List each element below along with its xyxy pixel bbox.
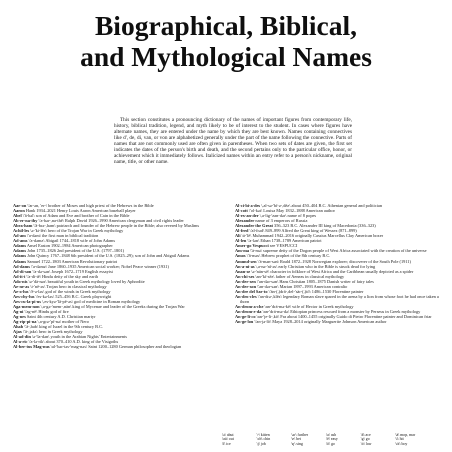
entry-definition: John 1735–1826 2nd president of the U.S. (1797–1801) xyxy=(26,248,125,254)
entry-definition: \'es-kə-ləs\ 525–456 B.C. Greek playwright xyxy=(34,293,112,299)
entry-definition: \,es-kyə-'lā-pē-əs\ god of medicine in Roman mythology xyxy=(41,298,141,304)
entry-headword: Ag·ni xyxy=(13,308,24,314)
entry-headword: Amer·go Vespucci xyxy=(235,243,269,249)
entry-definition: \'ā-məs\ Hebrew prophet of the 8th century B.C. xyxy=(245,253,331,259)
entry-definition: \ə-'dä-nəs\ beautiful youth in Greek mythology loved by Aphrodite xyxy=(27,278,145,284)
entry-headword: An·a·ni·as xyxy=(235,263,255,269)
entry-definition: \'ē-ə-ləs\ god of the winds in Greek mythology xyxy=(28,288,111,294)
entry-definition: \'an-dər-sən\ Marian 1897–1993 American contralto xyxy=(256,283,348,289)
entry-definition: \'an-drə-,klēz\ legendary Roman slave spared in the arena by a lion from whose foot he had once taken a thorn xyxy=(240,293,439,304)
entries-columns xyxy=(13,203,443,446)
entry-definition: \'ä-mən-sən\ Roald 1872–1928 Norwegian explorer; discoverer of the South Pole (1911) xyxy=(256,258,411,264)
entry-headword: An·ge·lou xyxy=(235,319,254,325)
pronunciation-key-item: \i\ hit xyxy=(395,437,404,442)
pronunciation-key-item: \ī\ ice xyxy=(222,441,231,446)
entry-headword: Ahab xyxy=(13,324,24,330)
title-line-1: Biographical, Biblical, xyxy=(94,10,358,41)
entry-headword: Abra·ham xyxy=(13,223,33,229)
entry-headword: Al·len xyxy=(235,238,247,244)
entry-definition: \'ar-ən, 'er-\ brother of Moses and high priest of the Hebrews in the Bible xyxy=(26,203,154,208)
entry-headword: Ag·nes xyxy=(13,314,26,320)
pronunciation-key-item: \au̇\ out xyxy=(222,437,234,442)
entry-definition: \al-'bər-təs-'mag-nəs\ Saint 1200–1280 German philosopher and theologian xyxy=(49,344,182,350)
dictionary-entry xyxy=(13,344,221,349)
pronunciation-key-item: \ch\ chin xyxy=(256,437,271,442)
entry-definition: \'a-bər-,na-thē\ Ralph David 1926–1990 American clergyman and civil rights leader xyxy=(37,218,184,224)
entry-headword: An·dre del Sar·to xyxy=(235,288,268,294)
entry-headword: Adams xyxy=(13,243,27,249)
entry-definition: \'a-lən\ Ethan 1738–1789 American patriot xyxy=(246,238,322,244)
entry-headword: Ad·ams xyxy=(13,238,28,244)
entry-headword: Ae·o·lus xyxy=(13,288,29,294)
entry-definition: \'a-də-sən\ Joseph 1672–1719 English essayist xyxy=(31,268,113,274)
entry-headword: Ado·nis xyxy=(13,278,28,284)
entry-definition: \'ä-mə\ supreme deity of the Dogon people of West Africa associated with the creation of the universe xyxy=(249,248,427,254)
entry-definition: John Quincy 1767–1848 6th president of the U.S. (1825–29); son of John and Abigail Adams xyxy=(26,253,190,259)
entry-definition: \'al-frəd\ 849–899 Alfred the Great king of Wessex (871–899) xyxy=(248,228,357,234)
pronunciation-key-item: \ə\ abut xyxy=(222,433,234,437)
entry-definition: \'a-dəm\ the first man in biblical tradition xyxy=(25,233,99,239)
pronunciation-key-item: \ər\ further xyxy=(291,433,309,437)
entry-definition: \'an-jə-lō\ Maya 1928–2014 originally Marguerite Johnson American author xyxy=(253,319,387,325)
entry-definition: \'a-dəmz\ Abigail 1744–1818 wife of John Adams xyxy=(27,238,116,244)
right-column xyxy=(235,203,443,324)
entry-definition: \'ā-brə-,ham\ patriarch and founder of the Hebrew people in the Bible; also revered by Muslims xyxy=(32,223,200,229)
pronunciation-key-item: \ā\ ace xyxy=(360,433,371,437)
entry-headword: Al·cott xyxy=(235,208,248,214)
pronunciation-key-item: \ȯ\ law xyxy=(360,441,372,446)
entry-definition: \'ol-kət\ Louisa May 1832–1888 American author xyxy=(247,208,335,214)
entry-definition: \ä-'lē\ Muhammad 1942–2016 originally Cassius Marcellus Clay American boxer xyxy=(240,233,384,239)
entry-definition: Hank 1934–2021 Henry Louis Aaron American baseball player xyxy=(24,208,136,214)
entry-definition: \,al-sə-'bī-ə-,dēz\ about 450–404 B.C. Athenian general and politician xyxy=(260,203,382,208)
entry-definition: \'an-dər-sən\ Hans Christian 1805–1875 Danish writer of fairy tales xyxy=(255,278,374,284)
entry-headword: Abel xyxy=(13,213,22,219)
entry-headword: Ad·am xyxy=(13,233,26,239)
entry-definition: \ə-'nän-sē\ character in folklore of West Africa and the Caribbean usually depicted as a spider xyxy=(250,268,414,274)
entry-definition: \i-'nē-əs\ Trojan hero in classical mythology xyxy=(29,283,107,289)
entry-headword: Al·ber·tus Mag·nus xyxy=(13,344,50,350)
entry-definition: Samuel 1722–1803 American Revolutionary patriot xyxy=(26,258,118,264)
entry-definition: \an-'drä-mə-də\ Ethiopian princess rescued from a monster by Perseus in Greek mythology xyxy=(261,308,421,314)
entry-headword: Adams xyxy=(13,248,27,254)
entry-definition: \'a-lə-rik\ about 370–410 A.D. king of the Visigoths xyxy=(27,339,119,345)
entry-headword: Al·ci·bi·a·des xyxy=(235,203,261,208)
entry-definition: \'än-(,)drā-,del-'sär-(,)tō\ 1486–1530 Florentine painter xyxy=(267,288,364,294)
entry-definition: \'ā-,hab\ king of Israel in the 9th century B.C. xyxy=(23,324,104,330)
entry-headword: Adams xyxy=(13,258,27,264)
entry-headword: Al·ex·an·der xyxy=(235,213,259,219)
entry-definition: \ə-'la-dən\ youth in the Arabian Nights' Entertainments xyxy=(30,334,127,340)
entry-definition: \an-'je-li-,kō\ Fra about 1400–1455 originally Guido di Pietro Florentine painter and Dominican friar xyxy=(255,314,432,320)
entry-headword: Aaron xyxy=(13,208,25,214)
entry-definition: \'ā-,jaks\ hero in Greek mythology xyxy=(21,329,83,335)
pronunciation-key-row xyxy=(222,442,430,446)
entry-definition: see VESPUCCI xyxy=(268,243,298,249)
entry-headword: An·der·son xyxy=(235,283,256,289)
intro-paragraph: This section constitutes a pronouncing dictionary of the names of important figures from contemporary life, history, biblical tradition, legend, and myth likely to be of interest to the student. In cases where figures have alternate names, they are entered under the name by which they are best known. Names containing connectives like d', de, di, van, or von are alphabetized generally under the part of the name following the connective. Parts of names that are not commonly used are often given in parentheses. When two sets of dates are given, the first set indicates the dates of the person's birth and death, and the second pertains only to the particular office, honor, or achievement which it immediately follows. Italicized names within an entry refer to a person's nickname, original name, title, or other name. xyxy=(114,117,352,166)
pronunciation-key-item: \j\ job xyxy=(256,441,266,446)
entry-definition: Saint 4th century A.D. Christian martyr xyxy=(25,314,96,320)
entry-definition: 356–323 B.C. Alexander III king of Macedonia (336–323) xyxy=(272,223,376,229)
entry-headword: An·dro·cles xyxy=(235,293,257,299)
entry-definition: \ə-'ki-lēz\ hero of the Trojan War in Greek mythology xyxy=(29,228,124,234)
dictionary-entry xyxy=(235,294,443,304)
entry-headword: Ad·di·son xyxy=(13,268,32,274)
entry-headword: Alexander xyxy=(235,218,255,224)
entry-headword: Aes·chy·lus xyxy=(13,293,35,299)
entry-headword: Ad·dams xyxy=(13,263,30,269)
entry-headword: Ajax xyxy=(13,329,22,335)
entry-definition: \,a-nə-'nī-əs\ early Christian who in the Bible is struck dead for lying xyxy=(254,263,376,269)
pronunciation-key-item: \ȯi\ boy xyxy=(395,441,408,446)
entry-headword: Ali xyxy=(235,233,241,239)
page-title xyxy=(0,10,452,72)
entry-definition: \an-'drä-mə-kē\ wife of Hector in Greek mythology xyxy=(263,303,354,309)
pronunciation-key-item: \g\ go xyxy=(360,437,370,442)
entry-definition: \,a-grə-'pī-nə\ mother of Nero xyxy=(36,319,89,325)
entry-headword: Ae·ne·as xyxy=(13,283,30,289)
pronunciation-key-item: \ē\ easy xyxy=(326,437,338,442)
entry-headword: An·drom·e·da xyxy=(235,308,262,314)
entry-headword: Aes·cu·la·pi·us xyxy=(13,298,42,304)
pronunciation-key-item: \ᵊ\ kitten xyxy=(256,433,270,437)
pronunciation-key-item: \a\ ash xyxy=(326,433,337,437)
title-line-2: and Mythological Names xyxy=(80,41,372,72)
left-column xyxy=(13,203,221,349)
entry-headword: Alexander the Great xyxy=(235,223,273,229)
entry-headword: Amund·sen xyxy=(235,258,257,264)
entry-definition: \,a-gə-'mem-,nän\ king of Mycenae and leader of the Greeks during the Trojan War xyxy=(39,303,185,309)
entry-headword: An·der·sen xyxy=(235,278,256,284)
entry-definition: \'a-di-tē\ Hindu deity of the sky and earth xyxy=(25,273,98,279)
entry-headword: Adams xyxy=(13,253,27,259)
dictionary-entry xyxy=(235,319,443,324)
entry-headword: Aar·on xyxy=(13,203,27,208)
entry-headword: Al·fred xyxy=(235,228,249,234)
pronunciation-key-item: \e\ bet xyxy=(291,437,301,442)
entry-headword: An·ge·li·co xyxy=(235,314,256,320)
pronunciation-key-item: \ŋ\ sing xyxy=(291,441,303,446)
entry-headword: An·drom·a·che xyxy=(235,303,264,309)
entry-definition: \'ā-bəl\ son of Adam and Eve and brother of Cain in the Bible xyxy=(21,213,130,219)
entry-headword: Ad·it·i xyxy=(13,273,26,279)
entry-definition: \an-'kī-sēz\ father of Aeneas in classical mythology xyxy=(254,273,345,279)
introduction xyxy=(114,117,352,166)
entry-definition: \'a-dəmz\ Jane 1860–1935 American social worker; Nobel Peace winner (1931) xyxy=(29,263,169,269)
entry-headword: Al·a·ric xyxy=(13,339,28,345)
entry-definition: name of 3 emperors of Russia xyxy=(254,218,308,224)
entry-headword: Achil·les xyxy=(13,228,30,234)
entry-definition: \,a-lig-'zan-dər\ name of 8 popes xyxy=(258,213,317,219)
pronunciation-key-item: \ä\ mop, mar xyxy=(395,433,416,437)
entry-headword: Al·ad·din xyxy=(13,334,31,340)
entry-headword: An·chi·ses xyxy=(235,273,255,279)
entry-headword: Ab·er·na·thy xyxy=(13,218,38,224)
entry-headword: Ag·rip·pi·na xyxy=(13,319,37,325)
entry-headword: Anan·se xyxy=(235,268,251,274)
entry-definition: \'ag-nē\ Hindu god of fire xyxy=(23,308,69,314)
pronunciation-key-item: \ō\ go xyxy=(326,441,335,446)
pronunciation-key xyxy=(222,433,430,446)
entry-definition: Ansel Easton 1902–1984 American photographer xyxy=(26,243,113,249)
entry-headword: Am·ma xyxy=(235,248,249,254)
entry-headword: Amos xyxy=(235,253,246,259)
entry-headword: Aga·mem·non xyxy=(13,303,40,309)
